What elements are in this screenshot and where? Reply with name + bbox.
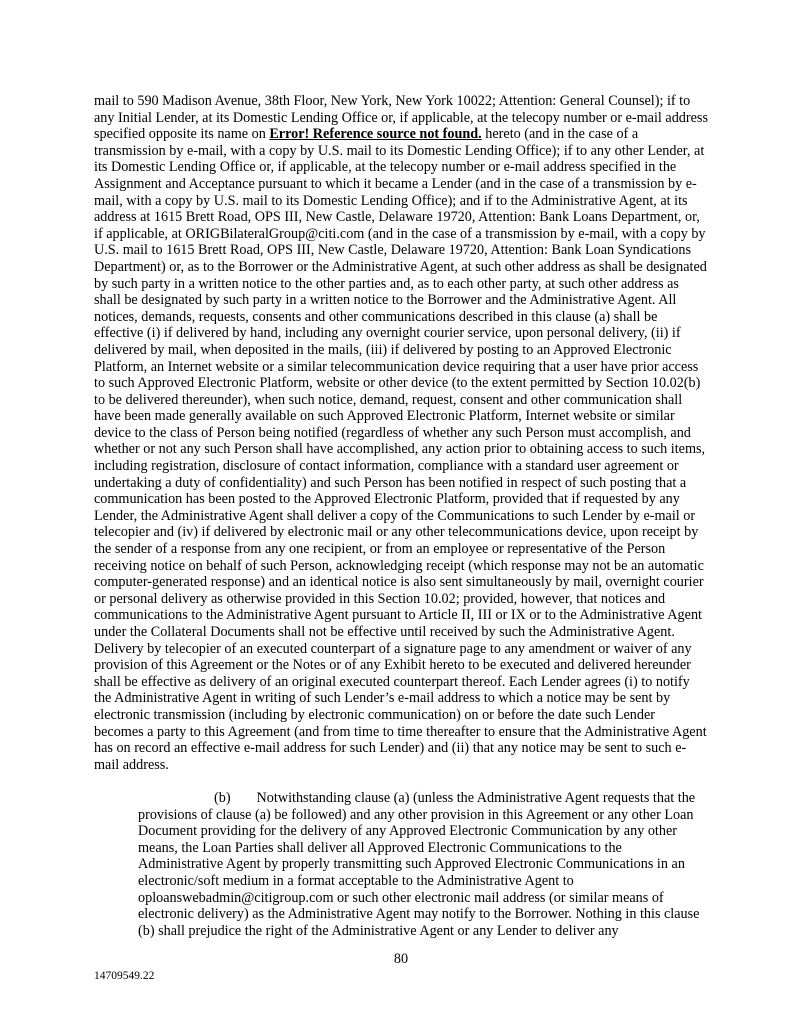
page-number: 80: [393, 951, 409, 967]
page-body: [94, 93, 708, 939]
clause-b-label: (b): [214, 789, 231, 806]
clause-a-paragraph: [94, 93, 708, 773]
clause-b-text: Notwithstanding clause (a) (unless the Administrative Agent requests that the provisions of clause (a) be followed) and any other provision in this Agreement or any other Loan Document providing for the delivery of any Approved Electronic Communication by any other means, the Loan Parties shall deliver all Approved Electronic Communications to the Administrative Agent by properly transmitting such Approved Electronic Communications in an electronic/soft medium in a format acceptable to the Administrative Agent to oploanswebadmin@citigroup.com or such other electronic mail address (or similar means of electronic delivery) as the Administrative Agent may notify to the Borrower. Nothing in this clause (b) shall prejudice the right of the Administrative Agent or any Lender to deliver any: [138, 789, 700, 939]
document-id: 14709549.22: [94, 970, 155, 982]
clause-b-paragraph: [138, 790, 705, 939]
clause-a-text-after: hereto (and in the case of a transmission by e-mail, with a copy by U.S. mail to its Domestic Lending Office); if to any other Lender, at its Domestic Lending Office or, if applicable, at the telecopy number or e-mail address specified in the Assignment and Acceptance pursuant to which it became a Lender (and in the case of a transmission by e-mail, with a copy by U.S. mail to its Domestic Lending Office); and if to the Administrative Agent, at its address at 1615 Brett Road, OPS III, New Castle, Delaware 19720, Attention: Bank Loans Department, or, if applicable, at ORIGBilateralGroup@citi.com (and in the case of a transmission by e-mail, with a copy by U.S. mail to 1615 Brett Road, OPS III, New Castle, Delaware 19720, Attention: Bank Loan Syndications Department) or, as to the Borrower or the Administrative Agent, at such other address as shall be designated by such party in a written notice to the other parties and, as to each other party, at such other address as shall be designated by such party in a written notice to the Borrower and the Administrative Agent. All notices, demands, requests, consents and other communications described in this clause (a) shall be effective (i) if delivered by hand, including any overnight courier service, upon personal delivery, (ii) if delivered by mail, when deposited in the mails, (iii) if delivered by posting to an Approved Electronic Platform, an Internet website or a similar telecommunication device requiring that a user have prior access to such Approved Electronic Platform, website or other device (to the extent permitted by Section 10.02(b) to be delivered thereunder), when such notice, demand, request, consent and other communication shall have been made generally available on such Approved Electronic Platform, Internet website or similar device to the class of Person being notified (regardless of whether any such Person must accomplish, and whether or not any such Person shall have accomplished, any action prior to obtaining access to such items, including registration, disclosure of contact information, compliance with a standard user agreement or undertaking a duty of confidentiality) and such Person has been notified in respect of such posting that a communication has been posted to the Approved Electronic Platform, provided that if requested by any Lender, the Administrative Agent shall deliver a copy of the Communications to such Lender by e-mail or telecopier and (iv) if delivered by electronic mail or any other telecommunications device, upon receipt by the sender of a response from any one recipient, or from an employee or representative of the Person receiving notice on behalf of such Person, acknowledging receipt (which response may not be an automatic computer-generated response) and an identical notice is also sent simultaneously by mail, overnight courier or personal delivery as otherwise provided in this Section 10.02; provided, however, that notices and communications to the Administrative Agent pursuant to Article II, III or IX or to the Administrative Agent under the Collateral Documents shall not be effective until received by such the Administrative Agent. Delivery by telecopier of an executed counterpart of a signature page to any amendment or waiver of any provision of this Agreement or the Notes or of any Exhibit hereto to be executed and delivered hereunder shall be effective as delivery of an original executed counterpart thereof. Each Lender agrees (i) to notify the Administrative Agent in writing of such Lender’s e-mail address to which a notice may be sent by electronic transmission (including by electronic communication) on or before the date such Lender becomes a party to this Agreement (and from time to time thereafter to ensure that the Administrative Agent has on record an effective e-mail address for such Lender) and (ii) that any notice may be sent to such e-mail address.: [94, 126, 707, 773]
error-reference-marker: Error! Reference source not found.: [269, 126, 482, 143]
clause-a-text-before: mail to 590 Madison Avenue, 38th Floor, New York, New York 10022; Attention: General Counsel); if to any Initial Lender, at its Domestic Lending Office or, if applicable, at the telecopy number or e-mail address specified opposite its name on: [94, 93, 708, 143]
